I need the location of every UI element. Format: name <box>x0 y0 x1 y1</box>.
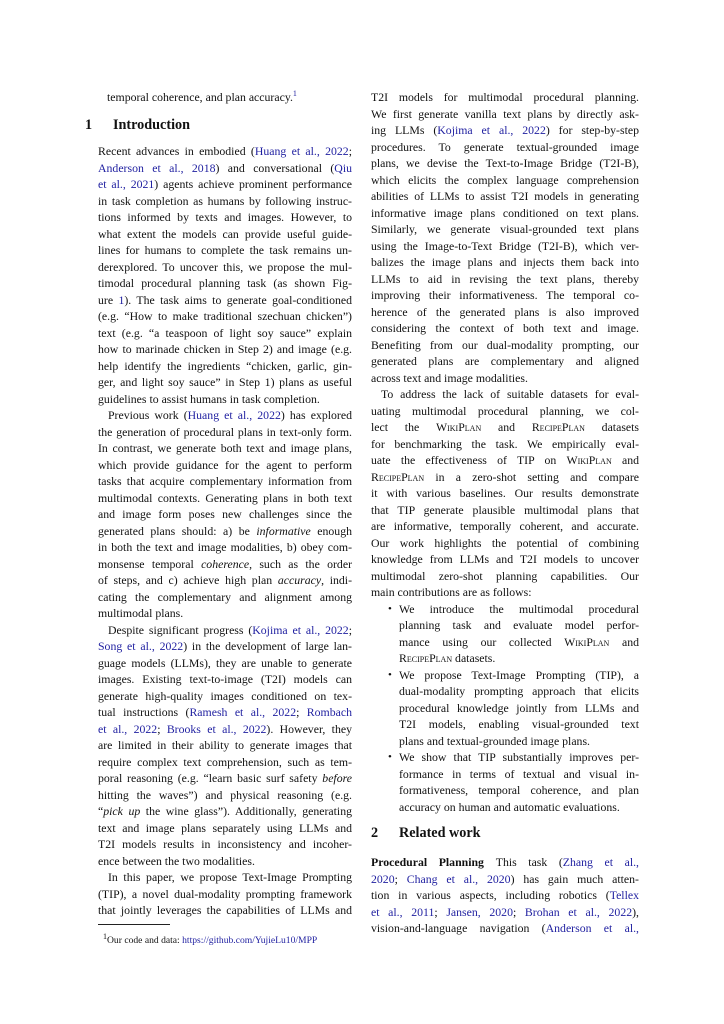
text-line <box>98 886 352 903</box>
dataset-name: WikiPlan <box>566 453 612 467</box>
text-segment: guidelines to assist humans in task completion. <box>98 391 320 406</box>
text-line <box>371 89 639 106</box>
text-segment: Similarly, we generate visual-grounded text plans <box>371 222 639 236</box>
text-segment: hitting the waves”) and physical reasoning (e.g. <box>98 787 352 802</box>
text-line <box>98 589 352 606</box>
text-line <box>371 205 639 222</box>
text-segment: uating multimodal procedural planning, we col- <box>371 403 639 418</box>
text-segment: ). The task aims to generate goal-conditioned <box>124 292 352 307</box>
section-number: 2 <box>371 825 379 841</box>
citation-link[interactable]: Rombach <box>306 705 352 719</box>
text-line <box>98 902 352 919</box>
citation-link[interactable]: Kojima et al., 2022 <box>252 622 349 637</box>
citation-link[interactable]: Brooks et al., 2022 <box>166 721 267 736</box>
dataset-name: RecipePlan <box>371 469 425 484</box>
text-segment: ) in the development of large lan- <box>183 639 352 653</box>
text-line <box>98 539 352 556</box>
text-line <box>371 568 639 585</box>
text-line <box>371 337 639 354</box>
text-segment: ; <box>348 144 352 158</box>
text-segment: it with various baselines. Our results demonstrate <box>371 486 639 500</box>
text-segment: We show that TIP substantially improves per- <box>399 750 639 764</box>
text-line <box>371 502 639 519</box>
text-segment: tual instructions ( <box>98 705 190 719</box>
text-segment: and <box>481 420 532 434</box>
text-segment: procedural knowledge jointly from LLMs and <box>399 700 639 715</box>
text-segment: knowledge from LLMs and T2I models to uncover <box>371 552 639 566</box>
contribution-line <box>399 799 639 816</box>
citation-link[interactable]: et al., 2011 <box>371 904 435 919</box>
text-segment: In contrast, we generate both text and image plans, <box>98 441 352 455</box>
footnote-number: 1 <box>103 931 107 941</box>
text-line <box>371 221 639 238</box>
bullet-icon: • <box>388 602 392 615</box>
text-segment: abilities of LLMs to assist T2I models in generating <box>371 189 639 203</box>
text-segment: accuracy on human and automatic evaluations. <box>399 799 620 814</box>
text-segment: considering the context of both text and image. <box>371 321 639 335</box>
text-segment: that jointly leverages the capabilities of LLMs and <box>98 903 352 917</box>
footnote-text: Our code and data: <box>107 935 183 946</box>
text-line <box>98 226 352 243</box>
text-line <box>98 440 352 457</box>
text-line <box>371 122 639 139</box>
text-segment: generated plans should: a) be <box>98 523 257 538</box>
text-segment: formance in terms of textual and visual in- <box>399 766 639 781</box>
citation-link[interactable]: Qiu <box>334 160 352 175</box>
text-segment: In this paper, we propose Text-Image Prompting <box>108 870 352 884</box>
text-line <box>371 271 639 288</box>
contribution-line <box>399 733 639 750</box>
text-line <box>371 436 639 453</box>
text-segment: ) has explored <box>280 408 352 422</box>
text-segment: T2I models results in inconsistency and incoher- <box>98 837 352 851</box>
text-segment: multimodal plans. <box>98 606 184 620</box>
text-line <box>371 584 639 601</box>
text-line <box>98 275 352 292</box>
citation-link[interactable]: Anderson et al., 2018 <box>98 160 216 175</box>
text-line <box>371 419 639 436</box>
text-segment: derexplored. To uncover this, we propose the mul- <box>98 259 352 274</box>
text-line <box>371 551 639 568</box>
text-line <box>98 374 352 391</box>
text-line <box>98 605 352 622</box>
text-line <box>98 523 352 540</box>
text-segment: ), <box>632 904 640 919</box>
contribution-line <box>399 601 639 618</box>
text-segment: enough <box>310 523 352 538</box>
text-segment: planning task and evaluate model perfor- <box>399 618 639 632</box>
citation-link[interactable]: Huang et al., 2022 <box>254 144 349 158</box>
text-segment: how to marinade chicken in Step 2) and image (e.g. <box>98 342 352 356</box>
contribution-line <box>399 749 639 766</box>
section-title: Introduction <box>113 117 190 133</box>
text-line <box>98 473 352 490</box>
dataset-name: RecipePlan <box>531 420 585 434</box>
text-segment: which elicits the complex language comprehension <box>371 172 639 187</box>
text-segment: ) agents achieve prominent performance <box>154 177 352 191</box>
text-segment: ger, and light soy sauce” in Step 1) plans as useful <box>98 375 352 389</box>
text-line <box>371 452 639 469</box>
text-line <box>108 869 352 886</box>
text-line <box>98 292 352 309</box>
contribution-line <box>399 700 639 717</box>
text-line <box>371 469 639 486</box>
text-segment: informative image plans conditioned on text plans. <box>371 205 639 220</box>
section-number: 1 <box>85 117 93 133</box>
text-line <box>371 871 639 888</box>
footnote-mark[interactable]: 1 <box>292 89 297 99</box>
text-segment: and image form poses new challenges since the <box>98 507 352 521</box>
text-line <box>98 193 352 210</box>
text-segment: procedures. To generate textual-grounded image <box>371 139 639 154</box>
text-segment: ure <box>98 292 119 307</box>
contribution-line <box>399 634 639 651</box>
text-segment: help identify the ingredients “chicken, garlic, gin- <box>98 358 352 373</box>
text-segment: lect the <box>371 420 436 434</box>
text-line <box>371 403 639 420</box>
text-line <box>371 904 639 921</box>
text-segment: vision-and-language navigation ( <box>371 921 546 935</box>
text-line <box>98 704 352 721</box>
text-segment: We introduce the multimodal procedural <box>399 601 639 616</box>
text-segment: generate high-quality images conditioned on tex- <box>98 688 352 703</box>
citation-link[interactable]: 1 <box>118 292 125 307</box>
emphasis-text: coherence <box>201 556 250 571</box>
text-line <box>98 754 352 771</box>
citation-link[interactable]: Anderson et al., <box>545 921 639 935</box>
text-line <box>371 854 639 871</box>
text-segment: ; <box>348 622 352 637</box>
text-segment: plans and textual-grounded image plans. <box>399 733 590 748</box>
text-segment: plans, we devise the Text-to-Image Bridge (T2I-B), <box>371 156 639 170</box>
text-line <box>98 457 352 474</box>
text-segment: are informative, temporally coherent, and accurate. <box>371 519 639 533</box>
text-line <box>98 671 352 688</box>
text-line <box>98 160 352 177</box>
citation-link[interactable]: et al., 2022 <box>98 721 158 736</box>
text-segment: (TIP), a novel dual-modality prompting framework <box>98 886 352 901</box>
text-segment: ) for step-by-step <box>545 123 639 137</box>
text-line <box>371 172 639 189</box>
text-line <box>371 887 639 904</box>
text-segment: ; <box>512 904 525 919</box>
text-line <box>98 820 352 837</box>
text-segment: across text and image modalities. <box>371 370 528 385</box>
text-line <box>98 556 352 573</box>
text-segment: We first generate vanilla text plans by directly ask- <box>371 106 639 121</box>
text-segment: require complex text comprehension, such as tem- <box>98 754 352 769</box>
text-segment: ; <box>434 904 447 919</box>
citation-link[interactable]: Tellex <box>609 888 639 902</box>
text-segment: dual-modality prompting approach that elicits <box>399 684 639 698</box>
text-segment: , such as the order <box>249 556 352 571</box>
text-line <box>108 407 352 424</box>
text-line <box>98 325 352 342</box>
contribution-line <box>399 683 639 700</box>
text-line <box>371 188 639 205</box>
contribution-line <box>399 716 639 733</box>
text-line <box>371 535 639 552</box>
text-segment: that TIP generate plausible multimodal plans that <box>371 502 639 517</box>
text-segment: lines for humans to complete the task remains un- <box>98 243 352 257</box>
bullet-icon: • <box>388 751 392 763</box>
text-line <box>371 485 639 502</box>
text-segment: ) and conversational ( <box>215 160 335 175</box>
text-segment: images. Existing text-to-image (T2I) models can <box>98 672 352 686</box>
citation-link[interactable]: et al., 2021 <box>98 177 155 191</box>
text-segment: Benefiting from our dual-modality prompting, our <box>371 337 639 352</box>
text-segment: formativeness, temporal coherence, and plan <box>399 783 639 797</box>
citation-link[interactable]: Brohan et al., 2022 <box>524 904 633 919</box>
text-segment: what extent the models can provide useful guide- <box>98 226 352 241</box>
text-line <box>371 353 639 370</box>
text-segment: ; <box>157 721 167 736</box>
text-segment: monsense temporal <box>98 556 202 571</box>
emphasis-text: informative <box>256 523 311 538</box>
text-segment: which provide guidance for the agent to perform <box>98 457 352 472</box>
text-segment: T2I models, enabling visual-grounded text <box>399 717 639 731</box>
text-line <box>98 391 352 408</box>
text-segment: ). However, they <box>266 721 352 736</box>
text-segment: To address the lack of suitable datasets for eval- <box>381 387 639 401</box>
citation-link[interactable]: Huang et al., 2022 <box>187 408 281 422</box>
emphasis-text: pick up <box>103 804 141 818</box>
text-segment: the wine glass”). Additionally, generating <box>140 804 352 818</box>
citation-link[interactable]: Ramesh et al., 2022 <box>189 705 297 719</box>
text-line <box>98 787 352 804</box>
text-segment: ) has gain much atten- <box>510 871 639 886</box>
text-line <box>371 106 639 123</box>
text-segment: ; <box>296 705 307 719</box>
text-segment: tasks that acquire complementary information from <box>98 474 352 488</box>
text-line <box>108 622 352 639</box>
text-segment: and <box>609 634 639 649</box>
dataset-name: WikiPlan <box>564 634 610 649</box>
text-line <box>371 287 639 304</box>
text-line <box>98 242 352 259</box>
text-segment: uate the effectiveness of TIP on <box>371 453 567 467</box>
text-segment: “ <box>98 804 104 818</box>
contribution-line <box>399 766 639 783</box>
citation-link[interactable]: Jansen, 2020 <box>446 904 513 919</box>
text-segment: , indi- <box>321 573 352 587</box>
bullet-icon: • <box>388 668 392 681</box>
text-segment: generated plans are complementary and aligned <box>371 354 639 368</box>
text-line <box>371 139 639 156</box>
text-segment: T2I models for multimodal procedural planning. <box>371 90 639 104</box>
text-line <box>98 853 352 870</box>
text-line <box>98 638 352 655</box>
contribution-line <box>399 667 639 684</box>
section-heading-related-work <box>371 824 481 842</box>
citation-link[interactable]: Song et al., 2022 <box>98 639 184 653</box>
text-segment: ence between the two modalities. <box>98 853 255 868</box>
text-line <box>98 490 352 507</box>
continued-text-line <box>107 89 297 106</box>
contribution-line <box>399 782 639 799</box>
text-segment: tion in various aspects, including robotics ( <box>371 888 610 902</box>
text-segment: using the Image-to-Text Bridge (T2I-B), which ver- <box>371 238 639 253</box>
text-segment: the generation of procedural plans in text-only form. <box>98 424 352 439</box>
text-line <box>98 506 352 523</box>
citation-link[interactable]: Kojima et al., 2022 <box>437 123 546 137</box>
text-line <box>371 320 639 337</box>
text-segment: ing LLMs ( <box>371 123 438 137</box>
text-segment: ; <box>394 871 407 886</box>
text-line <box>98 688 352 705</box>
text-line <box>98 836 352 853</box>
citation-link[interactable]: Zhang et al., <box>562 855 639 869</box>
text-segment: We propose Text-Image Prompting (TIP), a <box>399 667 639 682</box>
text-line <box>98 341 352 358</box>
text-segment: timodal procedural planning task (as shown Fig- <box>98 276 352 290</box>
text-segment: datasets. <box>452 651 496 665</box>
code-link[interactable]: https://github.com/YujieLu10/MPP <box>182 935 318 946</box>
text-segment: multimodal zero-shot planning capabilities. Our <box>371 568 639 583</box>
text-segment: tions informed by texts and images. However, to <box>98 210 352 224</box>
text-line <box>98 424 352 441</box>
text-segment: Despite significant progress ( <box>108 622 253 637</box>
text-segment: Recent advances in embodied ( <box>98 144 255 158</box>
text-segment: for benchmarking the task. We empirically eval- <box>371 436 639 451</box>
text-line <box>98 308 352 325</box>
text-segment: of steps, and c) achieve high plan <box>98 573 278 587</box>
text-line <box>98 737 352 754</box>
contribution-line <box>399 617 639 634</box>
text-line <box>98 176 352 193</box>
citation-link[interactable]: 2020 <box>371 871 395 886</box>
footnote <box>103 931 318 948</box>
emphasis-text: before <box>322 771 352 785</box>
text-line <box>98 803 352 820</box>
text-segment: This task ( <box>483 855 563 869</box>
footnote-divider <box>98 924 170 925</box>
text-line <box>381 386 639 403</box>
text-segment: and <box>611 453 639 467</box>
text-segment: cating the complementary and alignment among <box>98 589 352 604</box>
dataset-name: RecipePlan <box>399 651 453 665</box>
text-line <box>98 358 352 375</box>
text-segment: main contributions are as follows: <box>371 585 532 599</box>
paragraph-title: Procedural Planning <box>371 855 484 869</box>
text-line <box>98 770 352 787</box>
dataset-name: WikiPlan <box>435 420 482 434</box>
section-heading-introduction <box>85 116 190 134</box>
text-segment: temporal coherence, and plan accuracy. <box>107 90 293 104</box>
text-segment: (e.g. “How to make traditional szechuan chicken”) <box>98 309 352 323</box>
text-line <box>371 238 639 255</box>
text-segment: LLMs to aid in revising the text plans, thereby <box>371 271 639 286</box>
contribution-line <box>399 650 639 667</box>
emphasis-text: accuracy <box>277 573 322 587</box>
text-line <box>98 143 352 160</box>
text-segment: poral reasoning (e.g. “learn basic surf safety <box>98 771 323 785</box>
text-segment: guage models (LLMs), they are unable to generate <box>98 655 352 670</box>
text-segment: Our work highlights the potential of combining <box>371 535 639 550</box>
text-segment: multimodal contexts. Generating plans in both text <box>98 490 352 505</box>
text-line <box>371 370 639 387</box>
text-line <box>371 155 639 172</box>
text-line <box>98 655 352 672</box>
text-line <box>371 304 639 321</box>
text-segment: improving their informativeness. The temporal co- <box>371 288 639 302</box>
text-segment: are limited in their ability to generate images that <box>98 738 352 752</box>
text-segment: balizes the image plans and injects them back into <box>371 255 639 269</box>
text-line <box>98 572 352 589</box>
text-segment: Previous work ( <box>108 408 188 422</box>
text-segment: in task completion as humans by following instruc- <box>98 193 352 208</box>
text-line <box>371 254 639 271</box>
text-segment: in a zero-shot setting and compare <box>424 469 639 484</box>
text-segment: herence of the generated plans is also improved <box>371 304 639 319</box>
text-segment: text and image plans separately using LLMs and <box>98 820 352 835</box>
text-line <box>98 259 352 276</box>
text-segment: text (e.g. “a teaspoon of light soy sauce” explain <box>98 325 352 340</box>
section-title: Related work <box>399 825 481 841</box>
citation-link[interactable]: Chang et al., 2020 <box>406 871 511 886</box>
text-line <box>371 920 639 937</box>
text-segment: datasets <box>584 420 640 434</box>
text-line <box>98 209 352 226</box>
text-segment: in both the text and image modalities, b) obey com- <box>98 540 352 554</box>
text-line <box>371 518 639 535</box>
text-line <box>98 721 352 738</box>
text-segment: mance using our collected <box>399 634 565 649</box>
